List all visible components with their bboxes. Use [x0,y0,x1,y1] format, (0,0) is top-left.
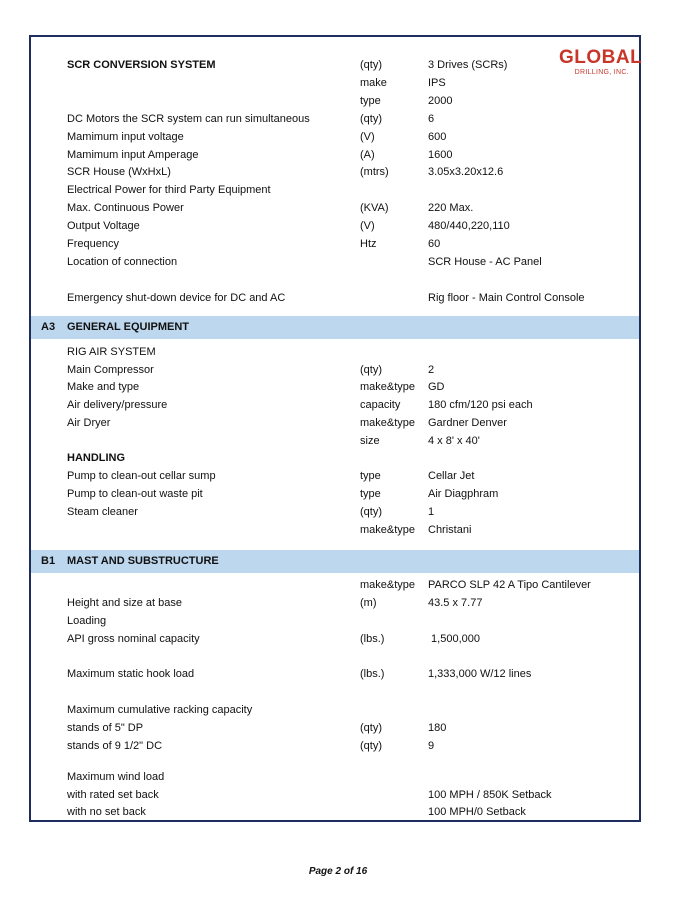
unit-cell: (qty) [360,364,382,376]
value-cell: 180 cfm/120 psi each [428,399,533,411]
value-cell: 180 [428,722,447,734]
label-cell: Mamimum input voltage [67,131,184,143]
spec-row [31,92,639,110]
value-cell: SCR House - AC Panel [428,256,542,268]
spec-row [31,378,639,396]
spec-row [31,576,639,594]
section-code: A3 [41,321,56,333]
value-cell: 1600 [428,149,453,161]
spec-row [31,289,639,307]
value-cell: Air Diagphram [428,488,499,500]
logo-wordmark: GLOBAL [559,47,643,68]
value-cell: 9 [428,740,435,752]
spec-row [31,737,639,755]
label-cell: Loading [67,615,107,627]
unit-cell: (mtrs) [360,166,389,178]
spec-row [31,163,639,181]
unit-cell: make [360,77,387,89]
label-cell: stands of 9 1/2" DC [67,740,163,752]
label-cell: Air Dryer [67,417,111,429]
spec-row [31,503,639,521]
label-cell: Maximum cumulative racking capacity [67,704,253,716]
unit-cell: make&type [360,417,416,429]
value-cell: Christani [428,524,472,536]
unit-cell: type [360,470,381,482]
unit-cell: make&type [360,524,416,536]
label-cell: Maximum static hook load [67,668,195,680]
value-cell: Rig floor - Main Control Console [428,292,585,304]
spec-row [31,414,639,432]
value-cell: Gardner Denver [428,417,507,429]
spec-row [31,449,639,467]
unit-cell: (qty) [360,506,382,518]
spec-row [31,665,639,683]
spec-row [31,803,639,821]
unit-cell: (lbs.) [360,668,385,680]
value-cell: 1,333,000 W/12 lines [428,668,532,680]
label-cell: API gross nominal capacity [67,633,200,645]
spec-row [31,485,639,503]
label-cell: with no set back [67,806,146,818]
spec-row [31,701,639,719]
value-cell: 220 Max. [428,202,474,214]
section-title: GENERAL EQUIPMENT [67,321,190,333]
spec-row [31,181,639,199]
spec-row [31,253,639,271]
unit-cell: (A) [360,149,375,161]
label-cell: Main Compressor [67,364,154,376]
value-cell: 600 [428,131,447,143]
scr-title-row [31,56,639,74]
spec-row [31,432,639,450]
page-number: Page 2 of 16 [308,866,368,877]
spec-row [31,768,639,786]
unit-cell: (V) [360,131,375,143]
unit-cell: (m) [360,597,377,609]
unit-cell: Htz [360,238,377,250]
value-cell: 100 MPH / 850K Setback [428,789,552,801]
spec-row [31,235,639,253]
unit-cell: make&type [360,381,416,393]
value-cell: 60 [428,238,441,250]
spec-row [31,521,639,539]
spec-row [31,612,639,630]
value-cell: 2000 [428,95,453,107]
value-cell: 3.05x3.20x12.6 [428,166,504,178]
spec-row [31,343,639,361]
spec-row [31,110,639,128]
value-cell: 100 MPH/0 Setback [428,806,526,818]
label-cell: Output Voltage [67,220,140,232]
section-header-a3 [31,316,639,339]
value-cell: IPS [428,77,446,89]
label-cell: Mamimum input Amperage [67,149,199,161]
value-cell: PARCO SLP 42 A Tipo Cantilever [428,579,591,591]
section-header-b1 [31,550,639,573]
value-cell: 43.5 x 7.77 [428,597,483,609]
value-cell: 3 Drives (SCRs) [428,59,508,71]
label-cell: Frequency [67,238,119,250]
spec-row [31,74,639,92]
spec-row [31,594,639,612]
unit-cell: (qty) [360,59,382,71]
unit-cell: type [360,95,381,107]
label-cell: DC Motors the SCR system can run simultaneous [67,113,310,125]
label-cell: Pump to clean-out waste pit [67,488,203,500]
value-cell: 4 x 8' x 40' [428,435,480,447]
spec-row [31,217,639,235]
spec-sheet-frame [29,35,641,822]
logo-subtitle: DRILLING, INC. [574,69,629,76]
value-cell: 6 [428,113,435,125]
spec-row [31,361,639,379]
label-cell: Air delivery/pressure [67,399,168,411]
label-cell: Maximum wind load [67,771,165,783]
label-cell: stands of 5" DP [67,722,144,734]
value-cell: 1,500,000 [428,633,480,645]
label-cell: Steam cleaner [67,506,138,518]
section-heading: SCR CONVERSION SYSTEM [67,59,216,71]
unit-cell: make&type [360,579,416,591]
unit-cell: type [360,488,381,500]
spec-row [31,467,639,485]
unit-cell: (qty) [360,740,382,752]
unit-cell: (KVA) [360,202,389,214]
spec-row [31,146,639,164]
section-code: B1 [41,555,56,567]
label-cell: Pump to clean-out cellar sump [67,470,216,482]
spec-row [31,396,639,414]
value-cell: GD [428,381,445,393]
value-cell: 2 [428,364,435,376]
spec-row [31,199,639,217]
spec-row [31,630,639,648]
label-cell: Emergency shut-down device for DC and AC [67,292,286,304]
unit-cell: (lbs.) [360,633,385,645]
spec-row [31,128,639,146]
label-cell: RIG AIR SYSTEM [67,346,156,358]
spec-row [31,786,639,804]
label-cell: with rated set back [67,789,159,801]
label-cell: SCR House (WxHxL) [67,166,171,178]
value-cell: 1 [428,506,435,518]
section-title: MAST AND SUBSTRUCTURE [67,555,219,567]
value-cell: Cellar Jet [428,470,475,482]
unit-cell: capacity [360,399,401,411]
unit-cell: (qty) [360,722,382,734]
unit-cell: (qty) [360,113,382,125]
value-cell: 480/440,220,110 [428,220,510,232]
spec-row [31,719,639,737]
label-cell: Max. Continuous Power [67,202,184,214]
subheading: HANDLING [67,452,126,464]
unit-cell: (V) [360,220,375,232]
label-cell: Location of connection [67,256,178,268]
label-cell: Make and type [67,381,140,393]
label-cell: Height and size at base [67,597,182,609]
label-cell: Electrical Power for third Party Equipment [67,184,271,196]
unit-cell: size [360,435,380,447]
